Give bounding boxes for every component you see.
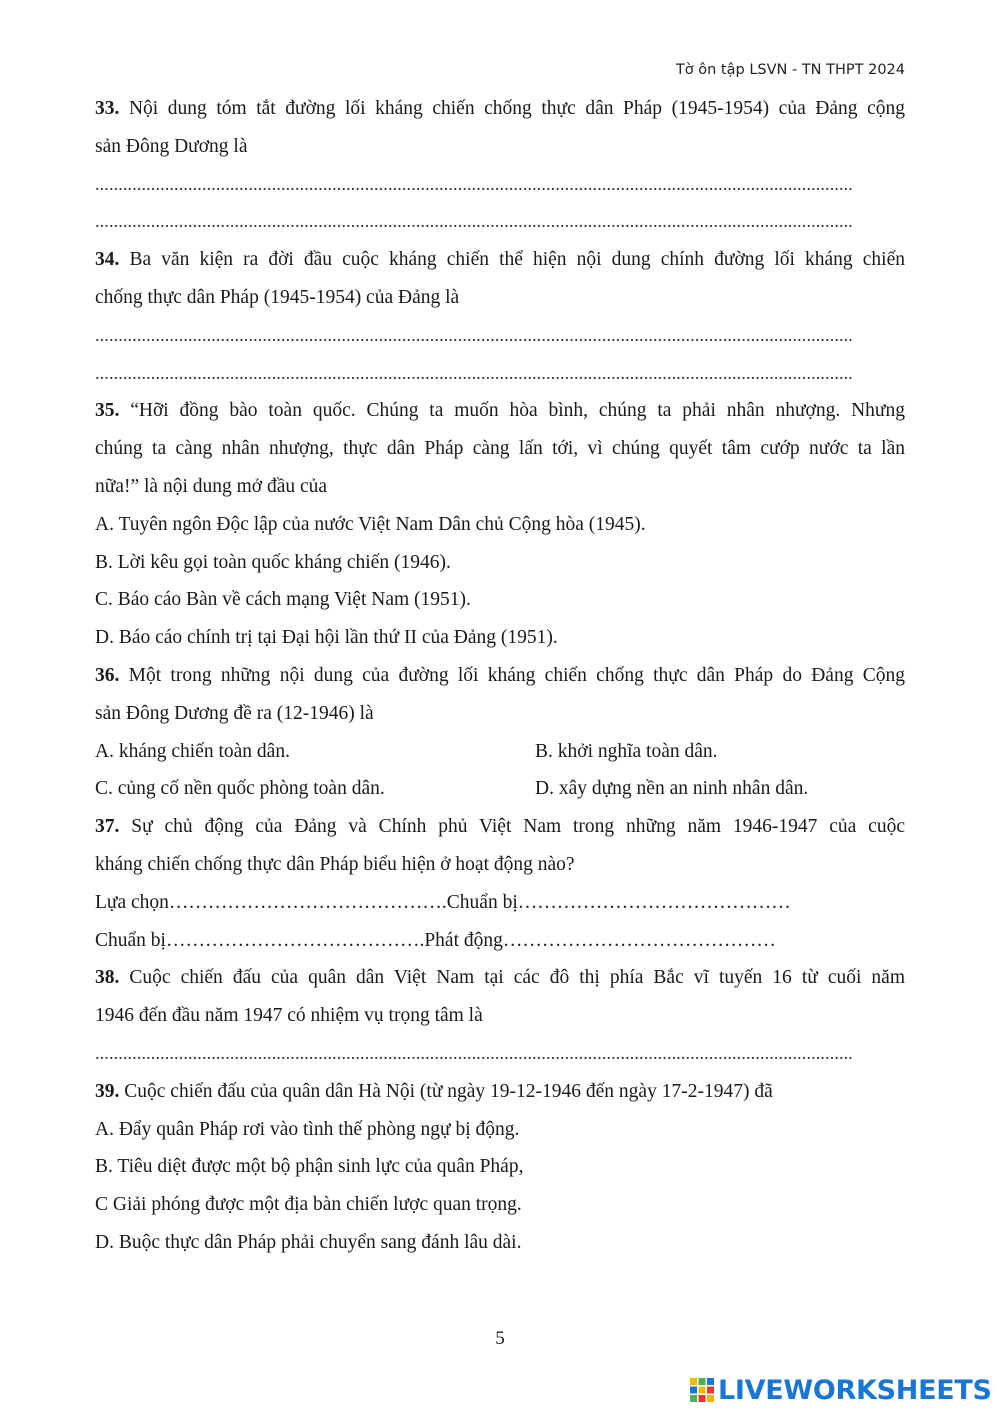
worksheet-content [95, 90, 905, 1262]
question-text [95, 657, 905, 695]
question-text [95, 392, 905, 430]
liveworksheets-grid-icon [690, 1378, 714, 1402]
option-c[interactable]: C Giải phóng được một địa bàn chiến lược quan trọng. [95, 1194, 522, 1216]
question-text [95, 90, 905, 128]
question-35 [95, 392, 905, 657]
page-number: 5 [495, 1328, 505, 1349]
answer-blank[interactable]: ................................................................................................................................................................... [95, 362, 853, 383]
fill-in-row[interactable]: Chuẩn bị………………………………….Phát động…………………………………… [95, 929, 776, 951]
option-a[interactable]: A. Tuyên ngôn Độc lập của nước Việt Nam Dân chủ Cộng hòa (1945). [95, 513, 646, 535]
liveworksheets-logo [690, 1370, 992, 1410]
question-line: nữa!” là nội dung mở đầu của [95, 475, 328, 497]
question-number: 38. [95, 967, 120, 989]
question-34 [95, 241, 905, 392]
question-line: Sự chủ động của Đảng và Chính phủ Việt Nam trong những năm 1946-1947 của cuộc [119, 816, 905, 838]
option-b[interactable]: B. Tiêu diệt được một bộ phận sinh lực của quân Pháp, [95, 1156, 524, 1178]
question-line: Nội dung tóm tắt đường lối kháng chiến chống thực dân Pháp (1945-1954) của Đảng cộng [119, 98, 905, 119]
question-line: chống thực dân Pháp (1945-1954) của Đảng là [95, 286, 460, 308]
question-number: 37. [95, 816, 120, 838]
question-33 [95, 90, 905, 241]
question-text [95, 959, 905, 997]
question-line: Cuộc chiến đấu của quân dân Việt Nam tại các đô thị phía Bắc vĩ tuyến 16 từ cuối năm [119, 967, 905, 989]
question-text [95, 808, 905, 846]
question-line: chúng ta càng nhân nhượng, thực dân Pháp càng lấn tới, vì chúng quyết tâm cướp nước ta lần [95, 438, 905, 460]
question-39 [95, 1073, 905, 1262]
option-d[interactable]: D. Buộc thực dân Pháp phải chuyển sang đánh lâu dài. [95, 1231, 522, 1253]
question-line: Cuộc chiến đấu của quân dân Hà Nội (từ ngày 19-12-1946 đến ngày 17-2-1947) đã [119, 1080, 773, 1102]
question-number: 33. [95, 98, 120, 119]
question-line: sản Đông Dương là [95, 135, 248, 157]
options-row [95, 770, 905, 808]
option-a[interactable]: A. Đẩy quân Pháp rơi vào tình thế phòng ngự bị động. [95, 1118, 520, 1140]
option-b[interactable]: B. khởi nghĩa toàn dân. [535, 740, 718, 762]
option-d[interactable]: D. Báo cáo chính trị tại Đại hội lần thứ II của Đảng (1951). [95, 627, 558, 649]
option-c[interactable]: C. Báo cáo Bàn về cách mạng Việt Nam (1951). [95, 589, 471, 611]
question-line: 1946 đến đầu năm 1947 có nhiệm vụ trọng tâm là [95, 1005, 483, 1027]
answer-blank[interactable]: ................................................................................................................................................................... [95, 1042, 853, 1063]
option-a[interactable]: A. kháng chiến toàn dân. [95, 740, 290, 762]
question-line: kháng chiến chống thực dân Pháp biểu hiện ở hoạt động nào? [95, 853, 575, 875]
question-line: Ba văn kiện ra đời đầu cuộc kháng chiến thể hiện nội dung chính đường lối kháng chiến [119, 249, 905, 271]
brand-name: LIVEWORKSHEETS [718, 1374, 992, 1406]
question-38 [95, 959, 905, 1072]
answer-blank[interactable]: ................................................................................................................................................................... [95, 173, 853, 194]
question-line: Một trong những nội dung của đường lối kháng chiến chống thực dân Pháp do Đảng Cộng [119, 664, 905, 686]
page-header: Tờ ôn tập LSVN - TN THPT 2024 [675, 62, 905, 78]
fill-in-row[interactable]: Lựa chọn…………………………………….Chuẩn bị…………………………………… [95, 891, 791, 913]
question-number: 34. [95, 249, 120, 271]
question-text [95, 241, 905, 279]
question-line: “Hỡi đồng bào toàn quốc. Chúng ta muốn hòa bình, chúng ta phải nhân nhượng. Nhưng [119, 400, 905, 422]
question-line: sản Đông Dương đề ra (12-1946) là [95, 702, 374, 724]
question-37 [95, 808, 905, 959]
question-36 [95, 657, 905, 808]
options-row [95, 733, 905, 771]
question-number: 35. [95, 400, 120, 422]
option-b[interactable]: B. Lời kêu gọi toàn quốc kháng chiến (1946). [95, 551, 451, 573]
question-number: 36. [95, 664, 120, 686]
answer-blank[interactable]: ................................................................................................................................................................... [95, 211, 853, 232]
question-number: 39. [95, 1080, 120, 1102]
question-text [95, 1073, 905, 1111]
option-d[interactable]: D. xây dựng nền an ninh nhân dân. [535, 778, 809, 800]
option-c[interactable]: C. củng cố nền quốc phòng toàn dân. [95, 778, 385, 800]
answer-blank[interactable]: ................................................................................................................................................................... [95, 324, 853, 345]
